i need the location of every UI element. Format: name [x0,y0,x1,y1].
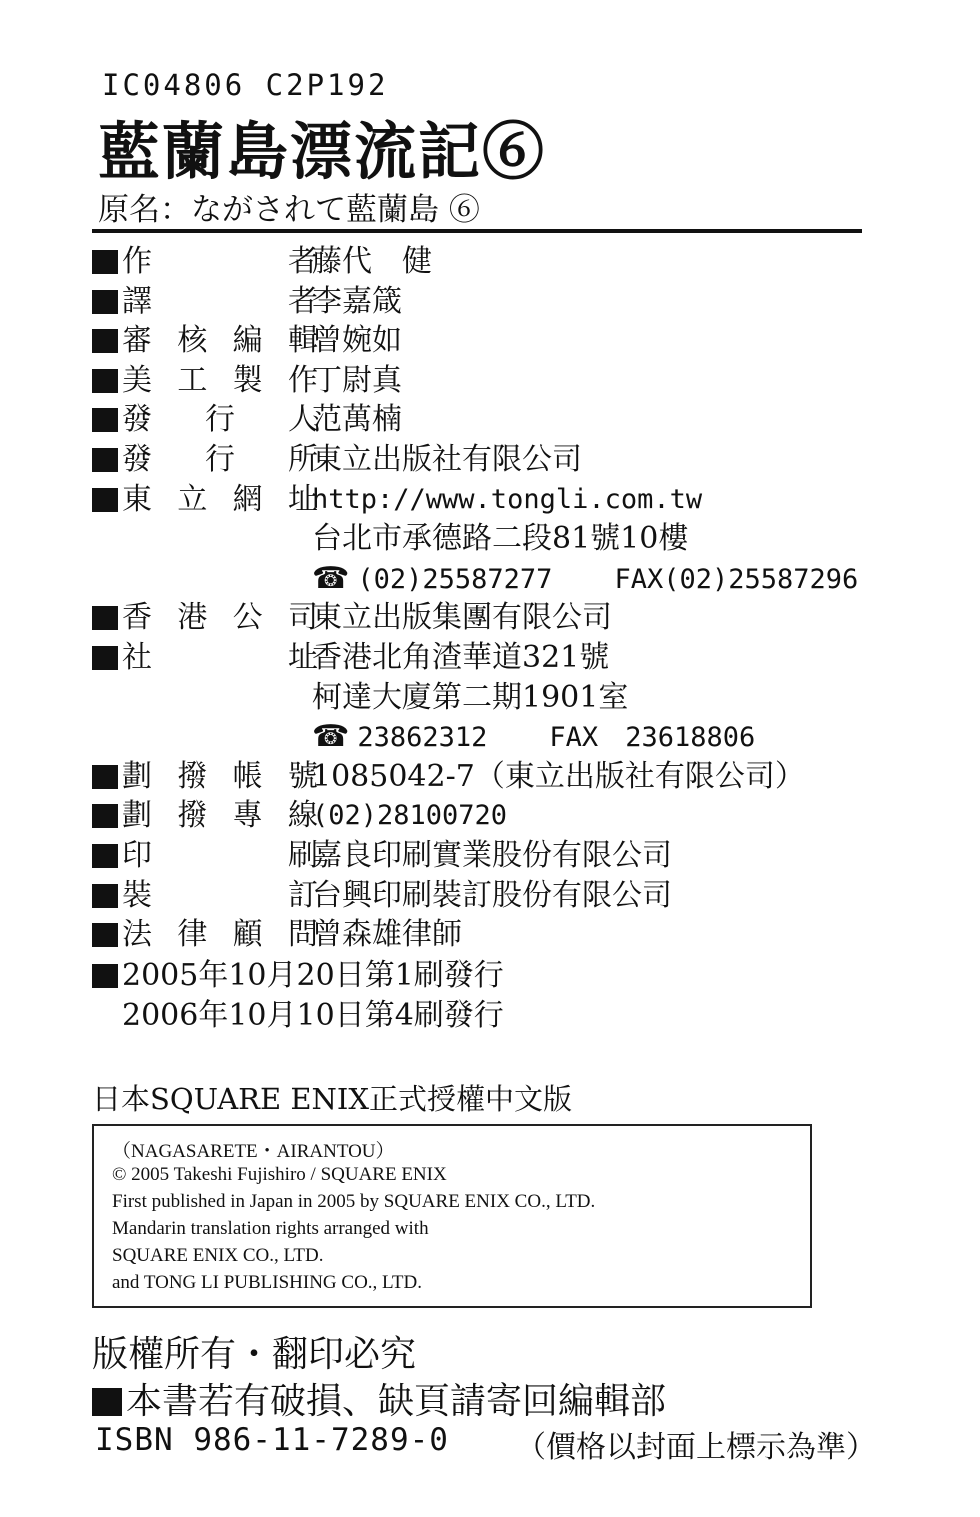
copyright-line: © 2005 Takeshi Fujishiro / SQUARE ENIX [112,1164,447,1185]
telephone-icon: ☎ [312,561,350,596]
credit-value: 李嘉箴 [312,284,402,319]
telephone-icon: ☎ [312,719,350,754]
damage-notice-text: 本書若有破損、缺頁請寄回編輯部 [126,1381,667,1422]
bullet-square-icon [92,964,118,988]
bullet-square-icon [92,1388,122,1416]
bullet-square-icon [92,250,118,274]
original-title: 原名：ながされて藍蘭島 ⑥ [98,192,480,228]
bullet-square-icon [92,884,118,908]
credit-label: 發 行 人 [122,402,318,437]
credit-label: 印 刷 [122,838,318,873]
damage-notice [92,1373,666,1424]
credit-label: 作 者 [122,244,318,279]
fax-number: FAX 23618806 [549,722,756,753]
credit-label: 審 核 編 輯 [122,323,318,358]
license-line: 日本SQUARE ENIX正式授權中文版 [92,1082,573,1116]
credit-value: 東立出版社有限公司 [312,442,582,477]
credit-value: 曾婉如 [312,323,402,358]
credit-label: 美 工 製 作 [122,363,318,398]
credit-value: 曾森雄律師 [312,917,462,952]
credit-value [312,559,858,600]
bullet-square-icon [92,329,118,353]
phone-number: (02)25587277 [357,564,553,595]
bullet-square-icon [92,290,118,314]
catalog-code: IC04806 C2P192 [102,68,389,102]
bullet-square-icon [92,923,118,947]
credit-label: 裝 訂 [122,878,318,913]
phone-number: 23862312 [357,722,488,753]
isbn: ISBN 986-11-7289-0 [95,1422,449,1458]
credit-value [312,717,755,758]
bullet-square-icon [92,765,118,789]
credit-value: 1085042-7（東立出版社有限公司） [312,759,805,794]
copyright-box [92,1124,812,1308]
credit-label: 法 律 顧 問 [122,917,318,952]
credit-value: http://www.tongli.com.tw [312,484,703,515]
credit-label: 社 址 [122,640,318,675]
credit-value: 台興印刷裝訂股份有限公司 [312,878,672,913]
rights-reserved: 版權所有・翻印必究 [92,1334,417,1375]
credit-value: 范萬楠 [312,402,402,437]
copyright-line: and TONG LI PUBLISHING CO., LTD. [112,1272,422,1293]
credit-label: 東 立 網 址 [122,482,318,517]
credit-label: 發 行 所 [122,442,318,477]
bullet-square-icon [92,606,118,630]
credit-value: 柯達大廈第二期1901室 [312,680,629,715]
credit-label: 香 港 公 司 [122,600,318,635]
copyright-line: SQUARE ENIX CO., LTD. [112,1245,324,1266]
bullet-square-icon [92,804,118,828]
print-date-first: 2005年10月20日第1刷發行 [122,958,504,993]
book-title: 藍蘭島漂流記⑥ [98,115,547,188]
bullet-square-icon [92,408,118,432]
credit-value: 東立出版集團有限公司 [312,600,612,635]
credit-value: 丁尉真 [312,363,402,398]
bullet-square-icon [92,646,118,670]
fax-number: FAX(02)25587296 [614,564,859,595]
copyright-line: Mandarin translation rights arranged with [112,1218,429,1239]
credit-value: (02)28100720 [312,800,508,831]
credit-value: 嘉良印刷實業股份有限公司 [312,838,672,873]
credit-value: 藤代 健 [312,244,432,279]
bullet-square-icon [92,448,118,472]
copyright-line: First published in Japan in 2005 by SQUARE ENIX CO., LTD. [112,1191,596,1212]
credit-label: 劃 撥 專 線 [122,798,318,833]
bullet-square-icon [92,369,118,393]
print-date-latest: 2006年10月10日第4刷發行 [122,998,504,1033]
price-note: （價格以封面上標示為準） [516,1430,876,1465]
bullet-square-icon [92,844,118,868]
credit-value: 台北市承德路二段81號10樓 [312,521,689,556]
credit-label: 劃 撥 帳 號 [122,759,318,794]
bullet-square-icon [92,488,118,512]
copyright-line: （NAGASARETE・AIRANTOU） [112,1141,395,1162]
divider-rule [92,229,862,233]
credit-value: 香港北角渣華道321號 [312,640,610,675]
credit-label: 譯 者 [122,284,318,319]
